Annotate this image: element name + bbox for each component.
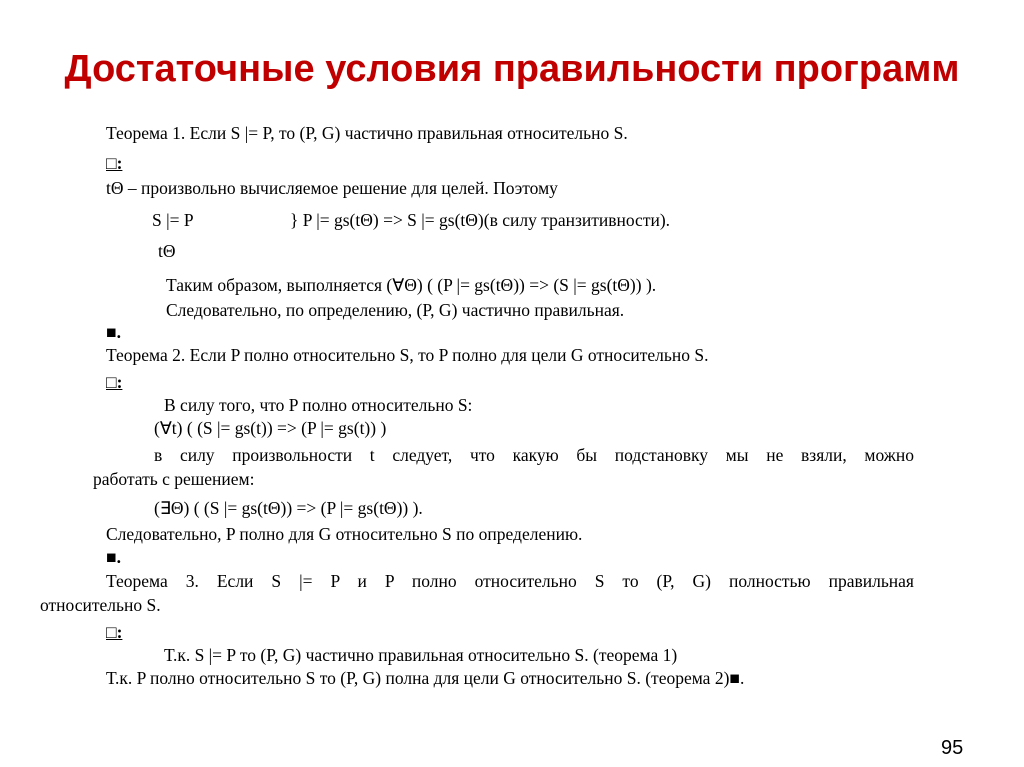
text-line: Следовательно, по определению, (P, G) частично правильная. <box>166 300 625 320</box>
text-line: Т.к. S |= P то (P, G) частично правильная относительно S. (теорема 1) <box>164 645 678 665</box>
formula-line: (∃Θ) ( (S |= gs(tΘ)) => (P |= gs(tΘ)) ). <box>154 498 423 518</box>
text-line: tΘ – произвольно вычисляемое решение для целей. Поэтому <box>106 178 558 198</box>
text-line: Т.к. P полно относительно S то (P, G) полна для цели G относительно S. (теорема 2)■. <box>106 668 745 688</box>
slide-title: Достаточные условия правильности программ <box>64 48 960 90</box>
theorem-3-continued: относительно S. <box>40 595 161 615</box>
theorem-2: Теорема 2. Если P полно относительно S, то P полно для цели G относительно S. <box>106 345 709 365</box>
page-number: 95 <box>941 737 964 759</box>
text-line: Следовательно, P полно для G относительно S по определению. <box>106 524 583 544</box>
proof-marker-3: □: <box>106 622 123 642</box>
proof-marker-2: □: <box>106 372 123 392</box>
proof-marker-1: □: <box>106 153 123 173</box>
formula-premise: S |= P <box>152 210 194 230</box>
theorem-3: Теорема 3. Если S |= P и P полно относительно S то (P, G) полностью правильная <box>106 571 914 591</box>
formula-line: (∀t) ( (S |= gs(t)) => (P |= gs(t)) ) <box>154 418 387 438</box>
end-of-proof-2: ■. <box>106 547 121 567</box>
text-line: в силу произвольности t следует, что какую бы подстановку мы не взяли, можно <box>154 445 914 465</box>
text-line: Таким образом, выполняется (∀Θ) ( (P |= gs(tΘ)) => (S |= gs(tΘ)) ). <box>166 275 657 295</box>
text-line: работать с решением: <box>93 469 255 489</box>
text-line: В силу того, что P полно относительно S: <box>164 395 473 415</box>
formula-conclusion: } P |= gs(tΘ) => S |= gs(tΘ)(в силу транзитивности). <box>290 210 671 230</box>
formula-line: tΘ <box>158 241 176 261</box>
theorem-1: Теорема 1. Если S |= P, то (P, G) частично правильная относительно S. <box>106 123 628 143</box>
end-of-proof-1: ■. <box>106 322 121 342</box>
